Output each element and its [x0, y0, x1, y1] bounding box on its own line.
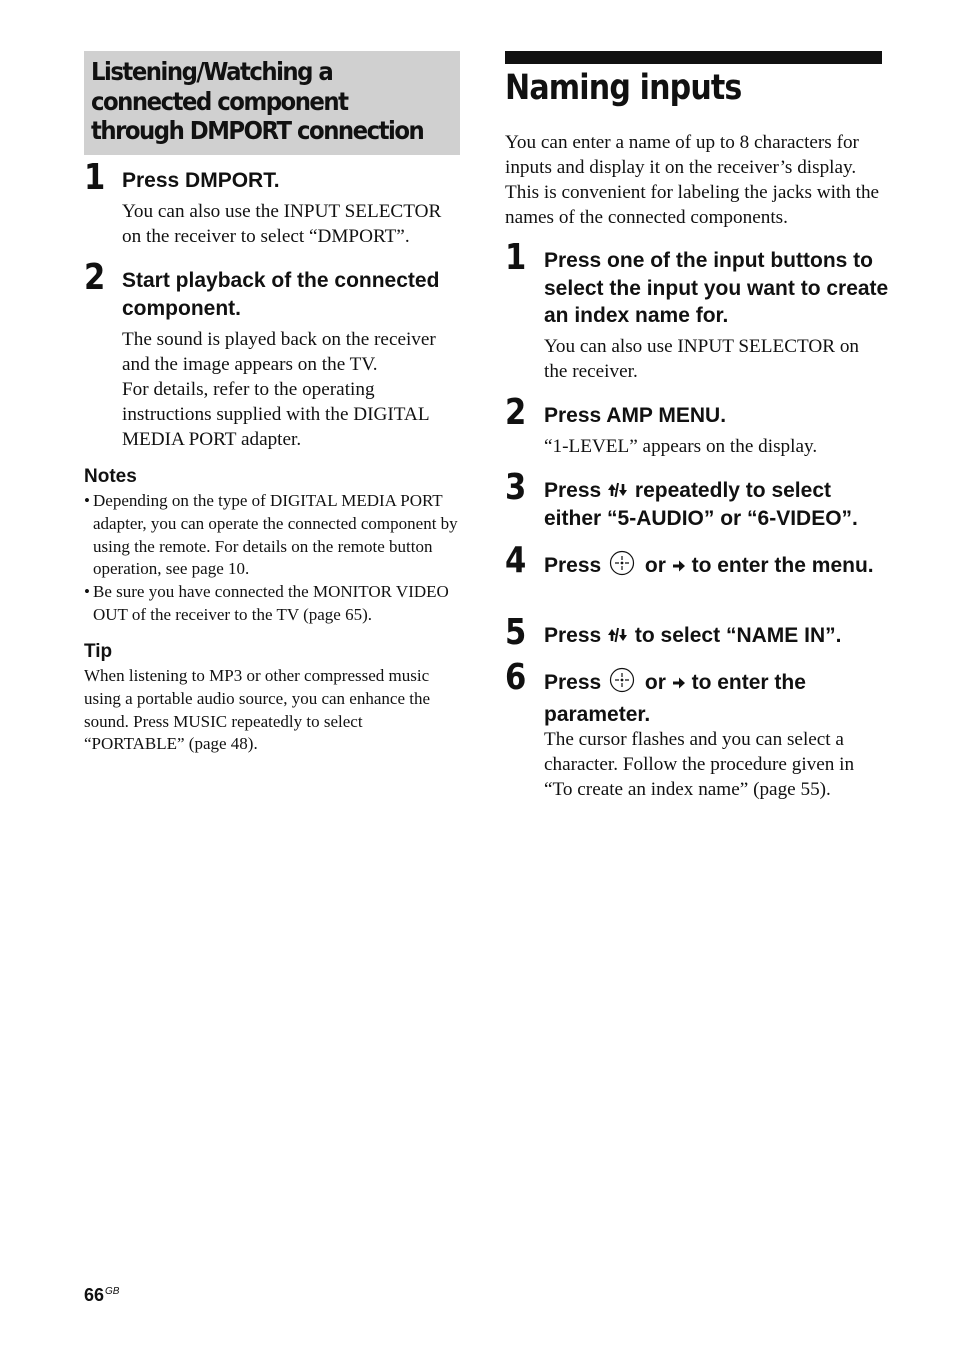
right-arrow-icon: [672, 553, 686, 581]
step-title: Start playback of the connected component.: [122, 269, 440, 320]
intro-text: You can enter a name of up to 8 characters for inputs and display it on the receiver’s display. This is convenient for labeling the jacks with the names of the connected components.: [505, 132, 880, 228]
note-item: • Be sure you have connected the MONITOR VIDEO OUT of the receiver to the TV (page 65).: [84, 582, 449, 624]
right-arrow-icon: [672, 670, 686, 698]
page-number: $66^{GB}$: [84, 1285, 120, 1305]
section-heading: Listening/Watching a connected component through DMPORT connection: [91, 57, 424, 145]
note-item: • Depending on the type of DIGITAL MEDIA PORT adapter, you can operate the connected component by using the remote. For details on the remote button operation, see page 10.: [84, 491, 458, 579]
step-title: Press repeatedly to select either “5-AUDIO” or “6-VIDEO”.: [544, 479, 858, 531]
section-heading-box: [84, 51, 460, 155]
step-number: 5: [505, 612, 527, 653]
step-body: The cursor flashes and you can select a character. Follow the procedure given in “To create an index name” (page 55).: [544, 729, 855, 800]
step-number: 6: [505, 657, 527, 698]
step-number: 1: [84, 157, 106, 198]
step-number: 4: [505, 540, 527, 581]
tip-heading: Tip: [84, 641, 113, 662]
step-body: “1-LEVEL” appears on the display.: [544, 436, 818, 457]
notes-heading: Notes: [84, 466, 137, 487]
step-body: You can also use the INPUT SELECTOR on the receiver to select “DMPORT”.: [122, 201, 442, 247]
step-title: Press DMPORT.: [122, 169, 280, 192]
enter-button-icon: [609, 550, 635, 584]
step-number: 1: [505, 237, 527, 278]
step-title: Press AMP MENU.: [544, 404, 727, 427]
step-body: You can also use INPUT SELECTOR on the receiver.: [544, 336, 860, 382]
step-title: Press to select “NAME IN”.: [544, 622, 889, 650]
step-title: Press one of the input buttons to select the input you want to create an index name for.: [544, 249, 889, 327]
page-suffix: GB: [105, 1286, 120, 1297]
tip-body: When listening to MP3 or other compressed music using a portable audio source, you can enhance the sound. Press MUSIC repeatedly to select “PORTABLE” (page 48).: [84, 666, 431, 754]
step-number: 3: [505, 467, 527, 508]
title-rule: [505, 51, 882, 64]
up-down-arrow-icon: [607, 478, 629, 506]
step-body: The sound is played back on the receiver and the image appears on the TV.: [122, 329, 436, 375]
enter-button-icon: [609, 667, 635, 701]
up-down-arrow-icon: [607, 623, 629, 651]
step-title: Press or to enter the menu.: [544, 550, 889, 584]
step-title: Press or to enter the parameter.: [544, 667, 889, 728]
page-title: Naming inputs: [505, 68, 742, 108]
step-number: 2: [84, 257, 106, 298]
step-number: 2: [505, 392, 527, 433]
step-body-details: For details, refer to the operating instructions supplied with the DIGITAL MEDIA PORT adapter.: [122, 379, 429, 450]
